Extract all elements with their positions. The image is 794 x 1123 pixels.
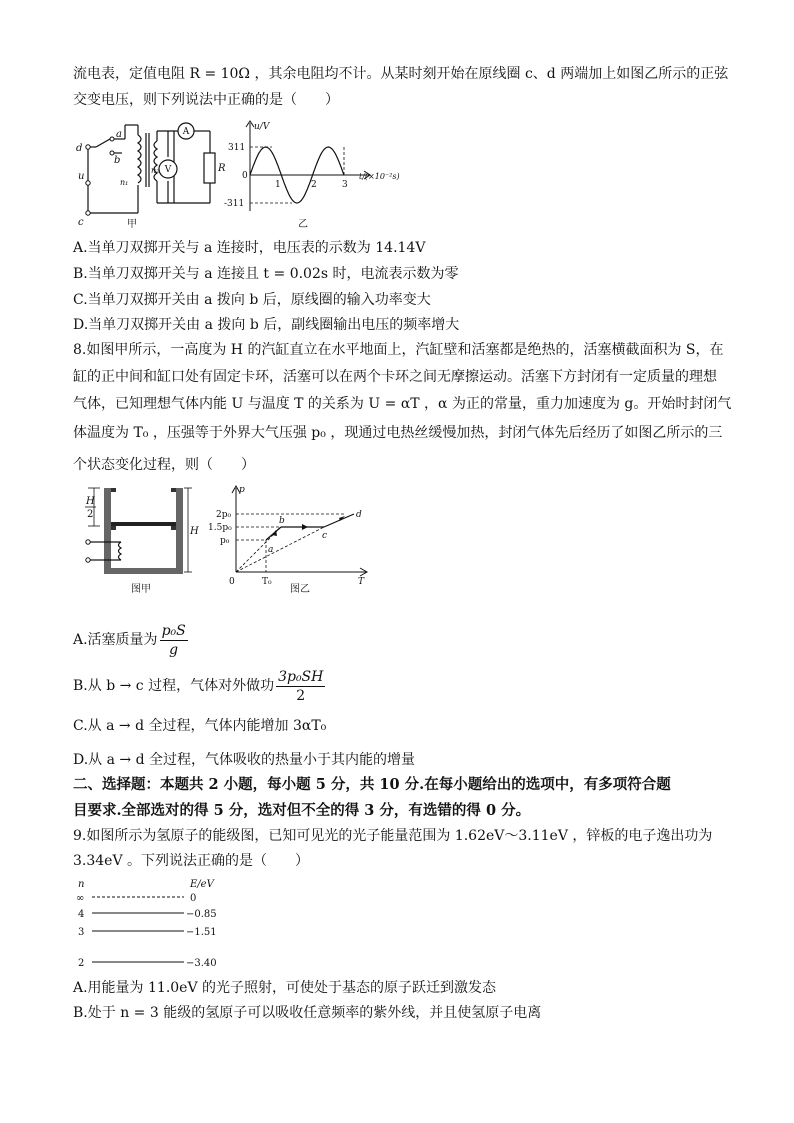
label-a: a (116, 129, 122, 140)
contact-a (110, 137, 114, 141)
caption-fig-yi: 图乙 (290, 584, 310, 595)
fraction-3p0SH-2 (276, 668, 325, 705)
level-n-2: 2 (78, 958, 85, 969)
graph-zero: 0 (242, 171, 248, 181)
level-n-4: 4 (78, 909, 85, 920)
piston (111, 522, 176, 526)
label-two: 2 (87, 509, 94, 520)
q8-text-line-5: 个状态变化过程，则（ ） (73, 457, 255, 473)
q7-option-b: B.当单刀双掷开关与 a 连接且 t = 0.02s 时，电流表示数为零 (73, 266, 459, 282)
label-H: H (190, 526, 199, 537)
q8-text-line-4: 体温度为 T₀ ，压强等于外界大气压强 p₀ ，现通过电热丝缓慢加热，封闭气体先后经历了如图乙所示的三 (73, 425, 723, 441)
axis-T: T (358, 577, 365, 587)
q8-text-line-2: 缸的正中间和缸口处有固定卡环，活塞可以在两个卡环之间无摩擦运动。活塞下方封闭有一定质量的理想 (73, 369, 717, 385)
level-n-header: n (78, 879, 85, 890)
fraction-numerator: 3p₀SH (278, 668, 324, 685)
fraction-denominator: g (169, 641, 179, 658)
origin-zero: 0 (229, 577, 235, 587)
graph-ymax: 311 (228, 143, 246, 153)
pT-graph (208, 485, 367, 595)
q7-option-c: C.当单刀双掷开关由 a 拨向 b 后，原线圈的输入功率变大 (73, 292, 431, 308)
q9-text-line-1: 9.如图所示为氢原子的能级图，已知可见光的光子能量范围为 1.62eV～3.11eV ，锌板的电子逸出功为 (73, 828, 713, 844)
tick-15p0: 1.5p₀ (208, 523, 232, 533)
q7-text-line-2: 交变电压，则下列说法中正确的是（ ） (73, 92, 339, 108)
fraction-denominator: 2 (296, 687, 306, 704)
point-d: d (356, 510, 362, 520)
fraction-numerator: p₀S (161, 622, 186, 639)
terminal-d (86, 145, 90, 149)
axis-p: p (239, 485, 245, 495)
label-d: d (76, 143, 83, 154)
section-2-heading-line-1: 二、选择题：本题共 2 小题，每小题 5 分，共 10 分.在每小题给出的选项中，有多项符合题 (73, 776, 671, 793)
q9-option-a: A.用能量为 11.0eV 的光子照射，可使处于基态的原子跃迁到激发态 (73, 980, 497, 996)
caption-jia: 甲 (127, 219, 137, 230)
graph-ylabel: u/V (254, 122, 270, 132)
q8-option-b-text: B.从 b → c 过程，气体对外做功 (73, 678, 275, 694)
level-n-3: 3 (78, 927, 85, 938)
section-2-heading-line-2: 目要求.全部选对的得 5 分，选对但不全的得 3 分，有选错的得 0 分。 (73, 802, 531, 819)
label-n1: n₁ (120, 178, 129, 187)
level-e-inf: 0 (190, 893, 197, 904)
q7-option-d: D.当单刀双掷开关由 a 拨向 b 后，副线圈输出电压的频率增大 (73, 317, 460, 333)
q8-option-d: D.从 a → d 全过程，气体吸收的热量小于其内能的增量 (73, 752, 416, 768)
fraction-p0S-g (160, 622, 188, 659)
tick-2p0: 2p₀ (216, 510, 232, 520)
figure-8 (76, 480, 376, 600)
level-e-4: −0.85 (186, 909, 217, 920)
q8-option-c: C.从 a → d 全过程，气体内能增加 3αT₀ (73, 718, 327, 734)
voltmeter-label: V (164, 165, 172, 175)
q9-option-b: B.处于 n = 3 能级的氢原子可以吸收任意频率的紫外线，并且使氢原子电离 (73, 1005, 542, 1021)
label-n2: n₂ (151, 166, 160, 175)
heating-wire (119, 542, 122, 560)
origin-c-dash (236, 527, 324, 572)
q8-option-a-text: A.活塞质量为 (73, 632, 158, 648)
graph-ymin: -311 (224, 199, 245, 209)
tick-1: 1 (275, 180, 281, 190)
tick-3: 3 (342, 180, 348, 190)
sine-graph (224, 121, 400, 230)
graph-xlabel: t/(×10⁻²s) (359, 172, 400, 181)
q9-text-line-2: 3.34eV 。下列说法正确的是（ ） (73, 853, 310, 869)
label-h-half: H (86, 496, 95, 507)
point-c: c (322, 531, 328, 541)
q8-text-line-3: 气体，已知理想气体内能 U 与温度 T 的关系为 U = αT ，α 为正的常量，重力加速度为 g。开始时封闭气 (73, 396, 732, 412)
point-b: b (279, 516, 285, 526)
tick-T0: T₀ (262, 577, 272, 587)
label-c: c (78, 217, 84, 228)
tick-p0: p₀ (220, 536, 230, 546)
q8-option-b (73, 666, 327, 706)
level-E-header: E/eV (190, 879, 214, 890)
label-R: R (218, 163, 226, 174)
tick-2: 2 (311, 180, 317, 190)
level-n-inf: ∞ (76, 893, 85, 904)
terminal-u (86, 181, 90, 185)
energy-level-diagram (74, 876, 244, 976)
ammeter-label: A (182, 127, 190, 137)
terminal-c (86, 211, 90, 215)
caption-yi: 乙 (298, 219, 308, 230)
cylinder-diagram (88, 488, 192, 574)
q7-option-a: A.当单刀双掷开关与 a 连接时，电压表的示数为 14.14V (73, 240, 426, 256)
level-e-2: −3.40 (186, 958, 217, 969)
q8-option-a (73, 620, 190, 660)
point-a: a (268, 545, 274, 555)
label-u: u (78, 171, 85, 182)
q7-text-line-1: 流电表，定值电阻 R = 10Ω ，其余电阻均不计。从某时刻开始在原线圈 c、d 两端加上如图乙所示的正弦 (73, 66, 729, 82)
figure-7 (70, 113, 415, 233)
level-e-3: −1.51 (186, 927, 217, 938)
caption-fig-jia: 图甲 (131, 584, 151, 595)
q8-text-line-1: 8.如图甲所示，一高度为 H 的汽缸直立在水平地面上，汽缸壁和活塞都是绝热的，活塞横截面积为 S，在 (73, 342, 724, 358)
label-b: b (114, 155, 121, 166)
